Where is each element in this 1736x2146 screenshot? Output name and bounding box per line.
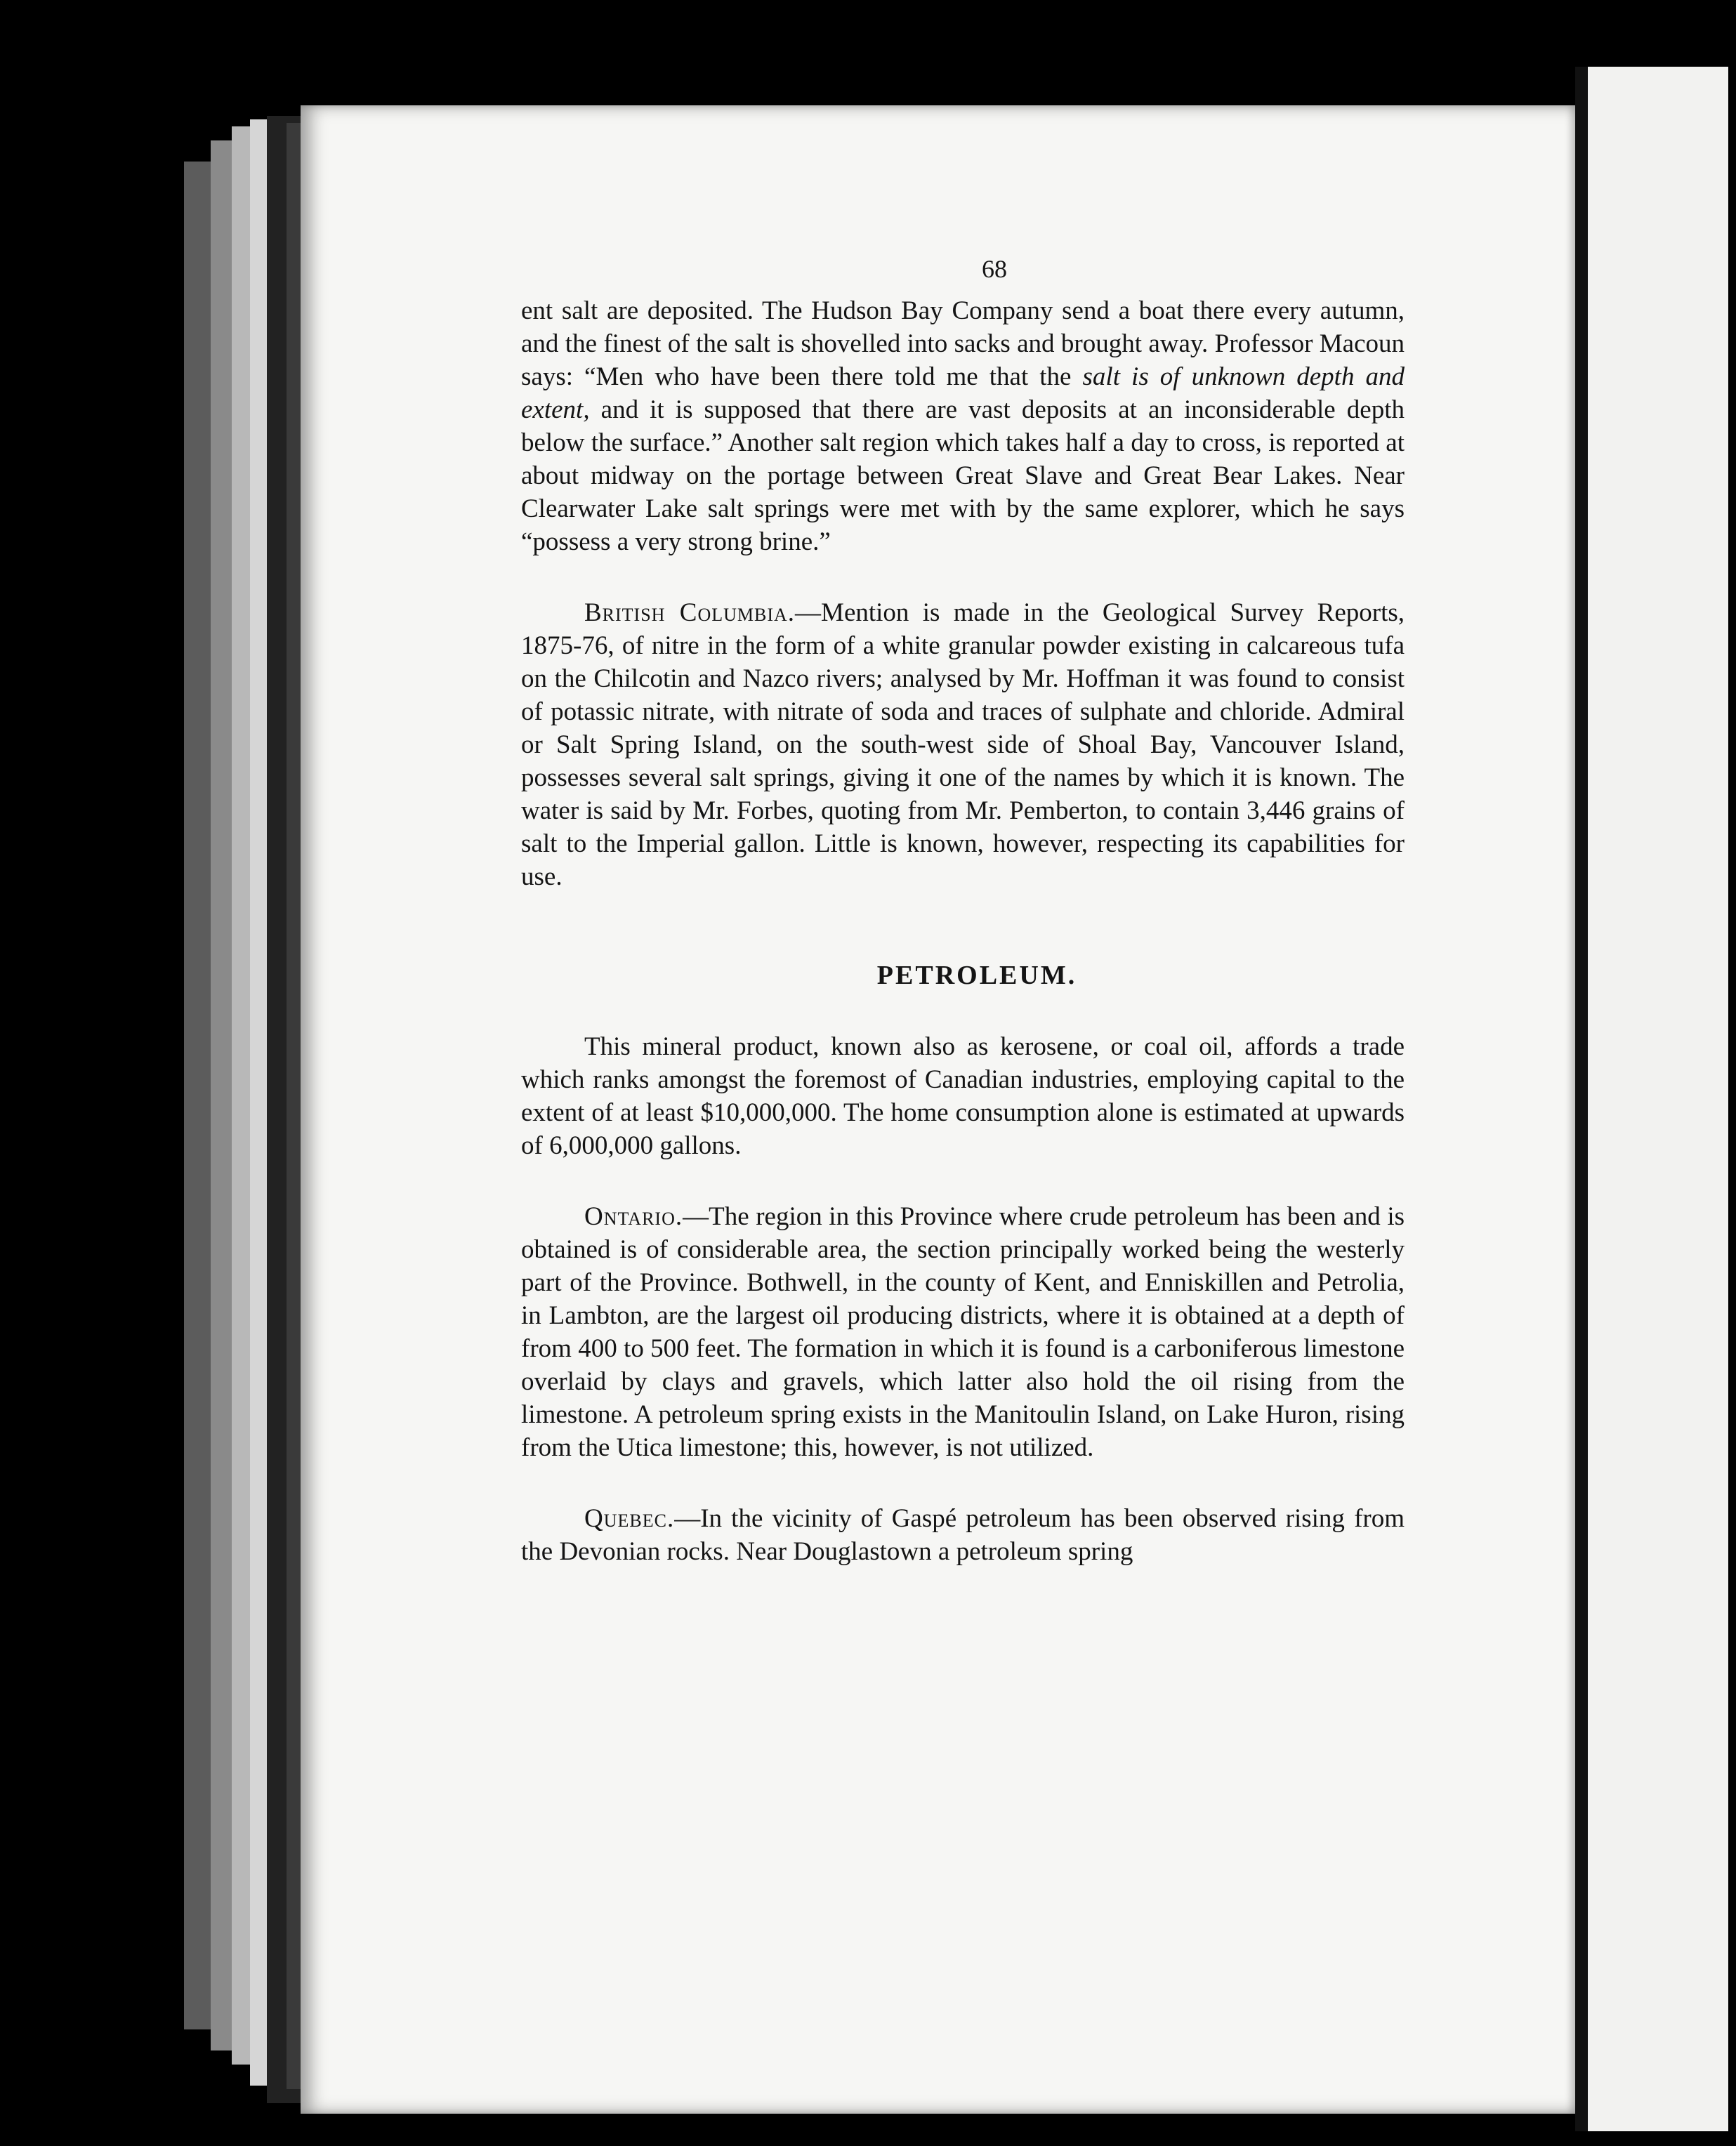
adjacent-page-edge <box>1582 67 1728 2131</box>
italic-quote: salt is of unknown depth and extent, <box>521 362 1405 424</box>
paragraph-quebec <box>521 1502 1405 1568</box>
paragraph-text: and it is supposed that there are vast deposits at an inconsiderable depth below the surface.” Another salt region which takes half a day to cross, is reported at about midway on the portage between Great Slave and Great Bear Lakes. Near Clearwater Lake salt springs were met with by the same explorer, which he says “possess a very strong brine.” <box>521 395 1405 556</box>
section-lead: British Columbia. <box>584 598 796 627</box>
paragraph-text: —Mention is made in the Geological Survey Reports, 1875-76, of nitre in the form of a white granular powder existing in calcareous tufa on the Chilcotin and Nazco rivers; analysed by Mr. Hoffman it was found to consist of potassic nitrate, with nitrate of soda and traces of sulphate and chloride. Admiral or Salt Spring Island, on the south-west side of Shoal Bay, Vancouver Island, possesses several salt springs, giving it one of the names by which it is known. The water is said by Mr. Forbes, quoting from Mr. Pemberton, to contain 3,446 grains of salt to the Imperial gallon. Little is known, however, respecting its capabilities for use. <box>521 598 1405 891</box>
paragraph-british-columbia <box>521 596 1405 893</box>
book-edge <box>250 119 269 2086</box>
paragraph-salt-deposits <box>521 294 1405 558</box>
section-lead: Ontario. <box>584 1202 683 1231</box>
paragraph-text: This mineral product, known also as kerosene, or coal oil, affords a trade which ranks amongst the foremost of Canadian industries, employing capital to the extent of at least $10,000,000. The home consumption alone is estimated at upwards of 6,000,000 gallons. <box>521 1032 1405 1160</box>
section-lead: Quebec. <box>584 1504 675 1533</box>
book-edge <box>211 140 234 2050</box>
paragraph-text: ent salt are deposited. The Hudson Bay Company send a boat there every autumn, and the finest of the salt is shovelled into sacks and brought away. Professor Macoun says: “Men who have been there told me that the <box>521 296 1405 391</box>
section-heading: PETROLEUM. <box>876 961 1077 990</box>
paragraph-petroleum-intro <box>521 1030 1405 1162</box>
paragraph-ontario <box>521 1200 1405 1464</box>
paragraph-text: —In the vicinity of Gaspé petroleum has been observed rising from the Devonian rocks. Near Douglastown a petroleum spring <box>521 1504 1405 1566</box>
book-edge <box>184 162 214 2029</box>
page-text <box>521 253 1405 1568</box>
page-number: 68 <box>982 255 1007 283</box>
paragraph-text: —The region in this Province where crude petroleum has been and is obtained is of considerable area, the section principally worked being the westerly part of the Province. Bothwell, in the county of Kent, and Enniskillen and Petrolia, in Lambton, are the largest oil producing districts, where it is obtained at a depth of from 400 to 500 feet. The formation in which it is found is a carboniferous limestone overlaid by clays and gravels, which latter also hold the oil rising from the limestone. A petroleum spring exists in the Manitoulin Island, on Lake Huron, rising from the Utica limestone; this, however, is not utilized. <box>521 1202 1405 1462</box>
